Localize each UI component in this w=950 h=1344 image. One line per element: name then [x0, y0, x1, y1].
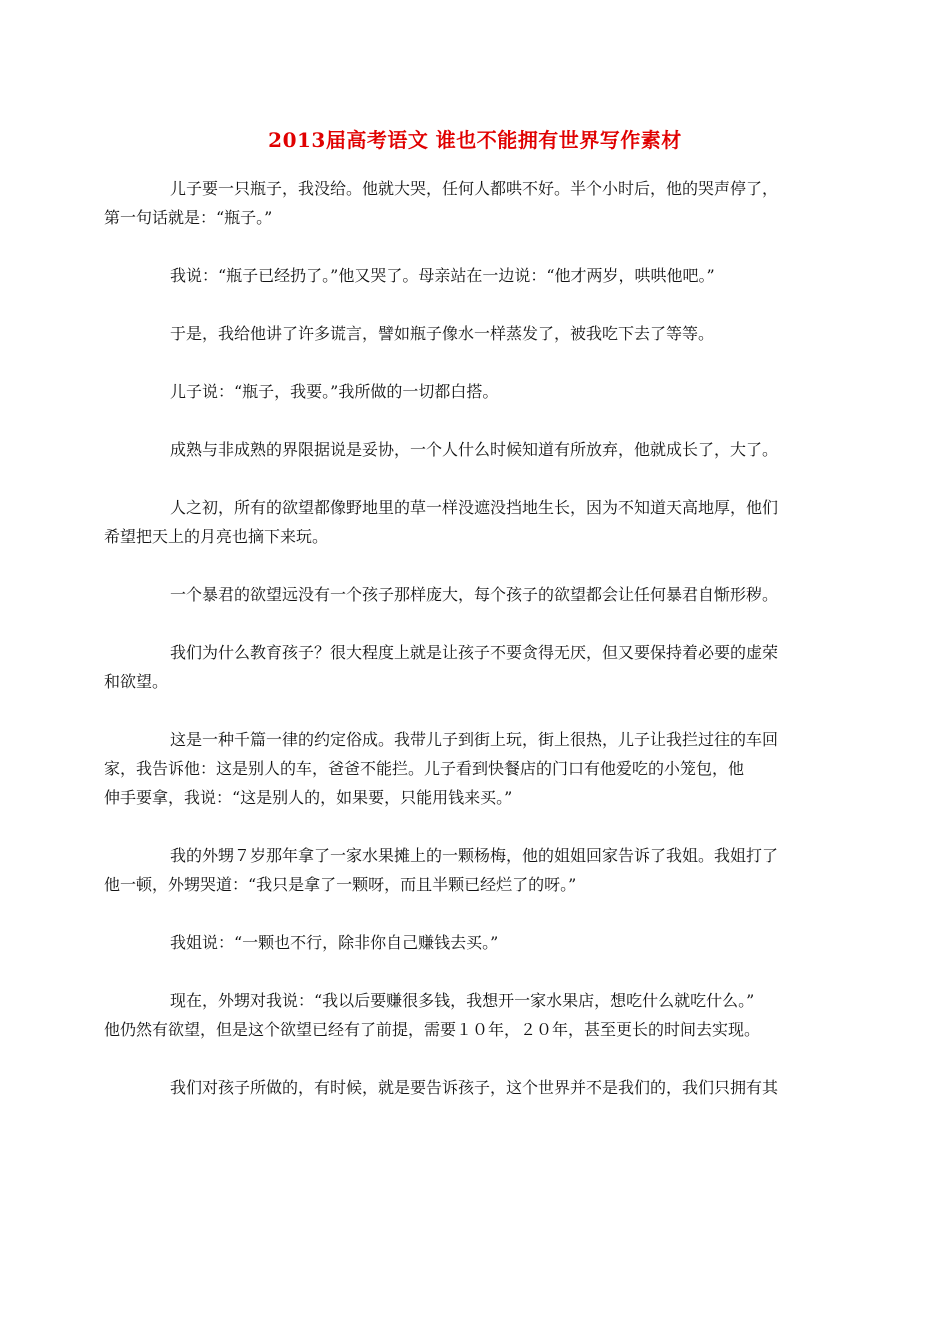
paragraph [104, 174, 817, 232]
paragraph [104, 841, 817, 899]
paragraph [137, 435, 817, 464]
paragraph [137, 319, 817, 348]
paragraph-line: 我们对孩子所做的，有时候，就是要告诉孩子，这个世界并不是我们的，我们只拥有其 [170, 1078, 779, 1097]
paragraph-line: 他仍然有欲望，但是这个欲望已经有了前提，需要１０年，２０年，甚至更长的时间去实现。 [104, 1020, 761, 1039]
paragraph-line: 第一句话就是：“瓶子。” [104, 208, 273, 227]
paragraph-line: 这是一种千篇一律的约定俗成。我带儿子到街上玩，街上很热，儿子让我拦过往的车回 [170, 730, 779, 749]
paragraph [104, 986, 817, 1044]
paragraph [137, 261, 817, 290]
paragraph-line: 和欲望。 [104, 672, 169, 691]
paragraph [104, 638, 817, 696]
paragraph-line: 现在，外甥对我说：“我以后要赚很多钱，我想开一家水果店，想吃什么就吃什么。” [170, 991, 755, 1010]
document-body [104, 174, 817, 1131]
paragraph-line: 希望把天上的月亮也摘下来玩。 [104, 527, 329, 546]
paragraph-line: 我说：“瓶子已经扔了。”他又哭了。母亲站在一边说：“他才两岁，哄哄他吧。” [170, 266, 715, 285]
paragraph [104, 725, 817, 812]
paragraph-line: 人之初，所有的欲望都像野地里的草一样没遮没挡地生长，因为不知道天高地厚，他们 [170, 498, 779, 517]
paragraph [137, 377, 817, 406]
paragraph-line: 一个暴君的欲望远没有一个孩子那样庞大，每个孩子的欲望都会让任何暴君自惭形秽。 [170, 585, 779, 604]
paragraph-line: 他一顿，外甥哭道：“我只是拿了一颗呀，而且半颗已经烂了的呀。” [104, 875, 577, 894]
paragraph-line: 成熟与非成熟的界限据说是妥协，一个人什么时候知道有所放弃，他就成长了，大了。 [170, 440, 779, 459]
paragraph [104, 493, 817, 551]
paragraph-line: 儿子要一只瓶子，我没给。他就大哭，任何人都哄不好。半个小时后，他的哭声停了， [170, 179, 779, 198]
paragraph-line: 我们为什么教育孩子？很大程度上就是让孩子不要贪得无厌，但又要保持着必要的虚荣 [170, 643, 779, 662]
paragraph [137, 580, 817, 609]
paragraph-line: 于是，我给他讲了许多谎言，譬如瓶子像水一样蒸发了，被我吃下去了等等。 [170, 324, 715, 343]
paragraph [137, 928, 817, 957]
paragraph-line: 家，我告诉他：这是别人的车，爸爸不能拦。儿子看到快餐店的门口有他爱吃的小笼包，他 [104, 759, 745, 778]
paragraph [137, 1073, 817, 1102]
paragraph-line: 我的外甥７岁那年拿了一家水果摊上的一颗杨梅，他的姐姐回家告诉了我姐。我姐打了 [170, 846, 779, 865]
document-title: 2013届高考语文 谁也不能拥有世界写作素材 [268, 128, 682, 152]
paragraph-line: 儿子说：“瓶子，我要。”我所做的一切都白搭。 [170, 382, 499, 401]
paragraph-line: 我姐说：“一颗也不行，除非你自己赚钱去买。” [170, 933, 499, 952]
paragraph-line: 伸手要拿，我说：“这是别人的，如果要，只能用钱来买。” [104, 788, 513, 807]
